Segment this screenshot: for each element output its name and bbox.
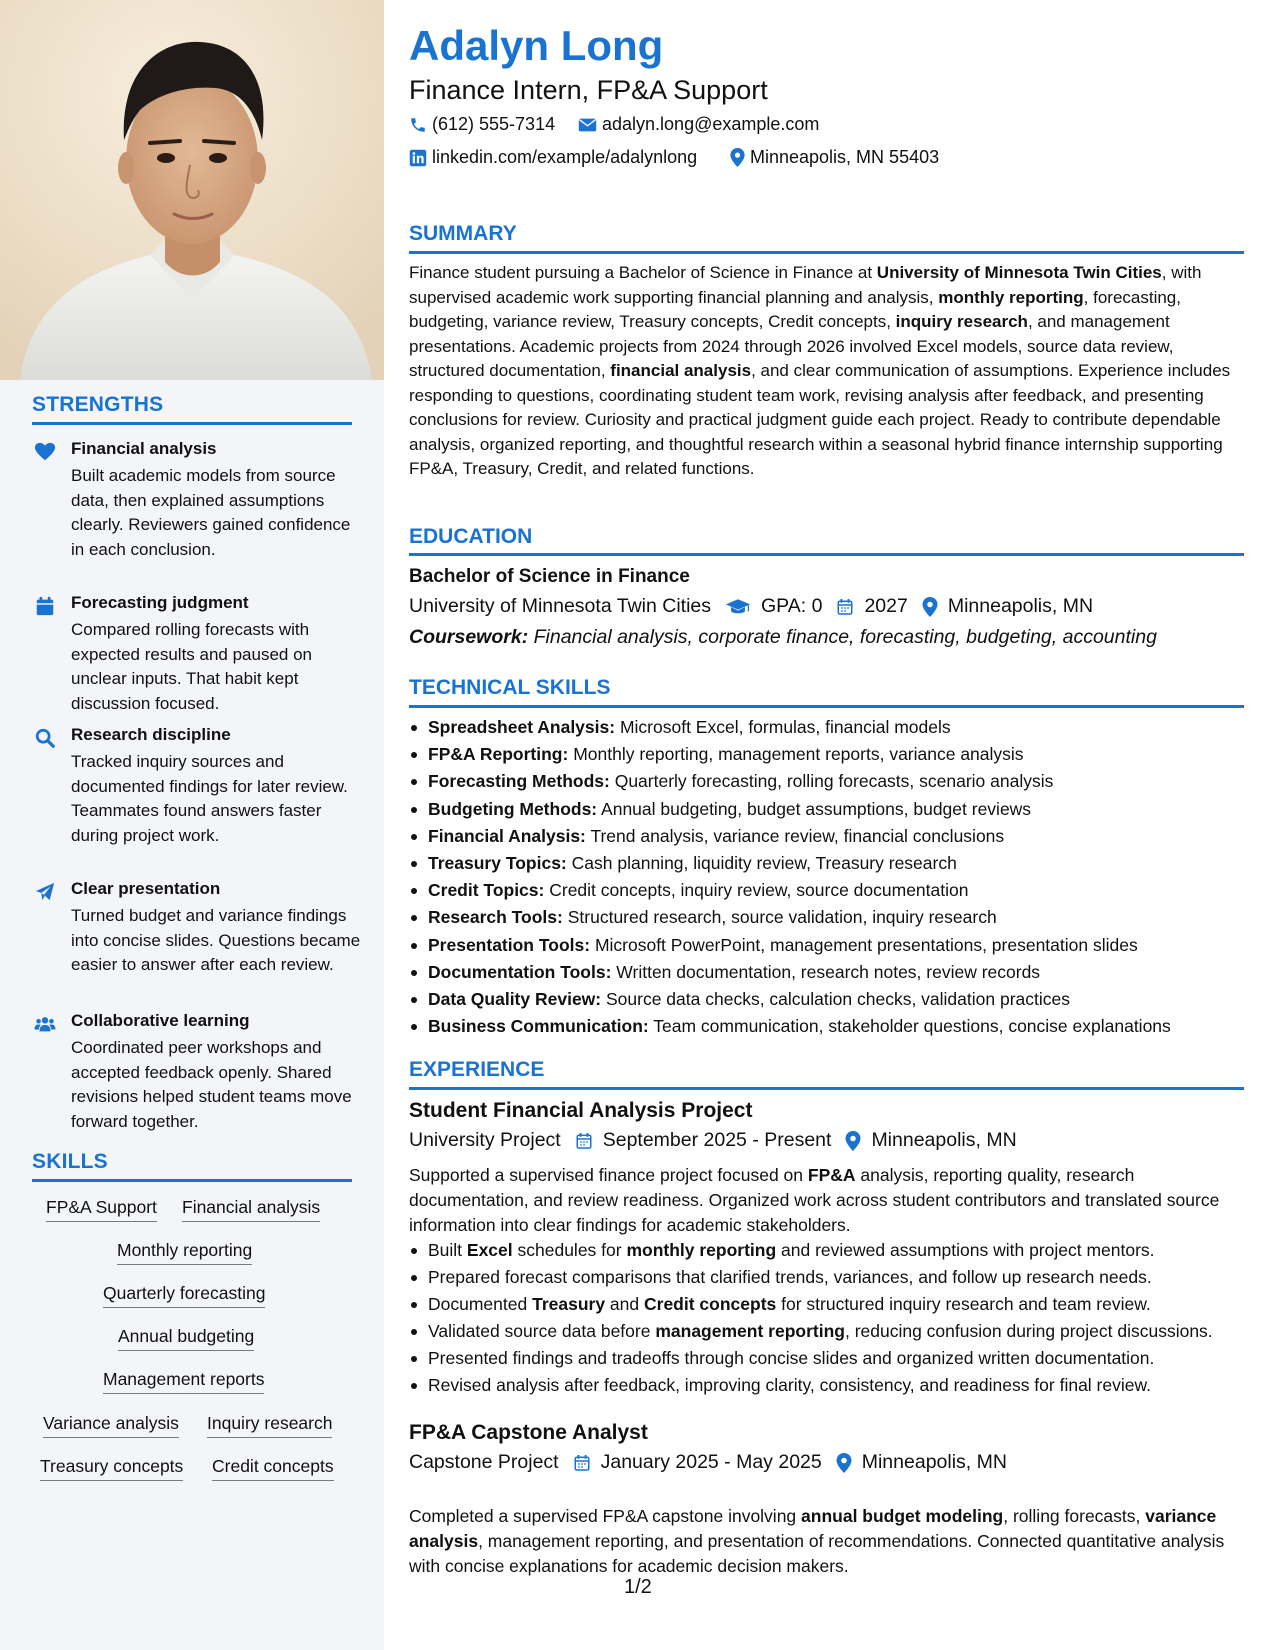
heart-icon [34,441,56,463]
list-item: Validated source data before management reporting, reducing confusion during project discussions. [409,1319,1239,1344]
job-location: Minneapolis, MN [861,1451,1007,1473]
skill-chip: Quarterly forecasting [103,1283,265,1308]
contact-phone [409,114,555,135]
list-item: Revised analysis after feedback, improving clarity, consistency, and readiness for final review. [409,1373,1239,1398]
list-item: Built Excel schedules for monthly reporting and reviewed assumptions with project mentors. [409,1238,1239,1263]
users-icon [34,1013,56,1035]
job-meta [409,1451,1007,1474]
phone-text: (612) 555-7314 [432,114,556,134]
education-meta [409,595,1093,618]
job-org: University Project [409,1129,561,1151]
technical-skills-list [409,714,1244,1040]
technical-skills-divider [409,705,1244,708]
strength-title: Collaborative learning [71,1011,250,1030]
job-bullets [409,1238,1239,1400]
coursework-label: Coursework: [409,626,529,648]
phone-icon [409,116,427,134]
map-pin-icon [730,148,745,167]
strengths-heading: STRENGTHS [32,393,164,416]
experience-divider [409,1087,1244,1090]
contact-linkedin[interactable] [409,147,697,168]
list-item: FP&A Reporting: Monthly reporting, management reports, variance analysis [409,741,1244,768]
job-description: Completed a supervised FP&A capstone involving annual budget modeling, rolling forecasts, variance analysis, management reporting, and presentation of recommendations. Connected quantitative analysis with concise explanations for academic decision makers. [409,1506,1225,1576]
calendar-icon [575,1131,593,1150]
coursework [409,626,1157,649]
job-dates: January 2025 - May 2025 [600,1451,822,1473]
envelope-icon [578,117,597,133]
list-item: Credit Topics: Credit concepts, inquiry review, source documentation [409,877,1244,904]
calendar-icon [573,1453,591,1472]
gpa: GPA: 0 [761,595,823,617]
strength-title: Research discipline [71,725,231,744]
skill-chip: Credit concepts [212,1456,334,1481]
skill-chip: FP&A Support [46,1197,157,1222]
list-item: Documented Treasury and Credit concepts for structured inquiry research and team review. [409,1292,1239,1317]
job-title: FP&A Capstone Analyst [409,1421,648,1444]
contact-location [730,147,939,168]
technical-skills-heading: TECHNICAL SKILLS [409,676,611,699]
experience-heading: EXPERIENCE [409,1058,545,1081]
school-name: University of Minnesota Twin Cities [409,595,712,617]
list-item: Documentation Tools: Written documentation, research notes, review records [409,959,1244,986]
strengths-divider [32,422,352,425]
contact-email[interactable] [578,114,819,135]
skill-chip: Management reports [103,1369,264,1394]
list-item: Treasury Topics: Cash planning, liquidity review, Treasury research [409,850,1244,877]
skill-chip: Inquiry research [207,1413,332,1438]
list-item: Budgeting Methods: Annual budgeting, budget assumptions, budget reviews [409,796,1244,823]
degree-title: Bachelor of Science in Finance [409,566,690,587]
strength-title: Financial analysis [71,439,217,458]
email-text[interactable]: adalyn.long@example.com [602,114,820,134]
list-item: Research Tools: Structured research, source validation, inquiry research [409,904,1244,931]
list-item: Business Communication: Team communication, stakeholder questions, concise explanations [409,1013,1244,1040]
job-org: Capstone Project [409,1451,559,1473]
calendar-icon [34,595,56,617]
page-number: 1/2 [624,1576,652,1598]
calendar-icon [836,597,854,616]
skills-divider [32,1179,352,1182]
list-item: Presentation Tools: Microsoft PowerPoint, management presentations, presentation slides [409,932,1244,959]
strength-desc: Tracked inquiry sources and documented findings for later review. Teammates found answers faster during project work. [71,752,348,845]
summary-text: Finance student pursuing a Bachelor of Science in Finance at University of Minnesota Twin Cities, with supervised academic work supporting financial planning and analysis, monthly reporting, forecasting, budgeting, variance review, Treasury concepts, Credit concepts, inquiry research, and management presentations. Academic projects from 2024 through 2026 involved Excel models, source data review, structured documentation, financial analysis, and clear communication of assumptions. Experience includes responding to questions, coordinating student team work, revising analysis after feedback, and presenting conclusions for review. Curiosity and practical judgment guide each project. Ready to contribute dependable analysis, organized reporting, and thoughtful research within a seasonal hybrid finance internship supporting FP&A, Treasury, Credit, and related functions. [409,263,1231,478]
strength-desc: Coordinated peer workshops and accepted feedback openly. Shared revisions helped student teams move forward together. [71,1038,352,1131]
skill-chip: Variance analysis [43,1413,179,1438]
list-item: Financial Analysis: Trend analysis, variance review, financial conclusions [409,823,1244,850]
summary-divider [409,251,1244,254]
strength-desc: Built academic models from source data, then explained assumptions clearly. Reviewers gained confidence in each conclusion. [71,466,351,559]
map-pin-icon [845,1131,861,1151]
job-meta [409,1129,1017,1152]
job-description: Supported a supervised finance project focused on FP&A analysis, reporting quality, research documentation, and review readiness. Organized work across student contributors and translated source information into clear findings for academic stakeholders. [409,1165,1220,1235]
strength-title: Forecasting judgment [71,593,249,612]
paper-plane-icon [34,881,56,903]
list-item: Presented findings and tradeoffs through concise slides and organized written documentation. [409,1346,1239,1371]
coursework-list: Financial analysis, corporate finance, forecasting, budgeting, accounting [533,626,1157,648]
skills-heading: SKILLS [32,1150,108,1173]
school-location: Minneapolis, MN [947,595,1094,617]
candidate-title: Finance Intern, FP&A Support [409,75,768,105]
location-text: Minneapolis, MN 55403 [750,147,940,167]
education-heading: EDUCATION [409,525,533,548]
job-location: Minneapolis, MN [871,1129,1017,1151]
job-title: Student Financial Analysis Project [409,1099,753,1122]
grad-year: 2027 [864,595,908,617]
linkedin-text[interactable]: linkedin.com/example/adalynlong [432,147,698,167]
skill-chip: Financial analysis [182,1197,320,1222]
linkedin-icon [409,149,427,167]
map-pin-icon [836,1453,852,1473]
strength-desc: Turned budget and variance findings into concise slides. Questions became easier to answer after each review. [71,906,361,974]
graduation-cap-icon [725,598,751,616]
strength-title: Clear presentation [71,879,221,898]
list-item: Prepared forecast comparisons that clarified trends, variances, and follow up research needs. [409,1265,1239,1290]
list-item: Spreadsheet Analysis: Microsoft Excel, formulas, financial models [409,714,1244,741]
strength-desc: Compared rolling forecasts with expected results and paused on unclear inputs. That habit kept discussion focused. [71,620,313,713]
candidate-name: Adalyn Long [409,22,664,69]
list-item: Forecasting Methods: Quarterly forecasting, rolling forecasts, scenario analysis [409,768,1244,795]
search-icon [34,727,56,749]
map-pin-icon [922,597,938,617]
list-item: Data Quality Review: Source data checks, calculation checks, validation practices [409,986,1244,1013]
skill-chip: Monthly reporting [117,1240,252,1265]
profile-photo [0,0,384,380]
job-dates: September 2025 - Present [602,1129,832,1151]
education-divider [409,553,1244,556]
summary-heading: SUMMARY [409,222,517,245]
skill-chip: Treasury concepts [40,1456,183,1481]
skill-chip: Annual budgeting [118,1326,254,1351]
